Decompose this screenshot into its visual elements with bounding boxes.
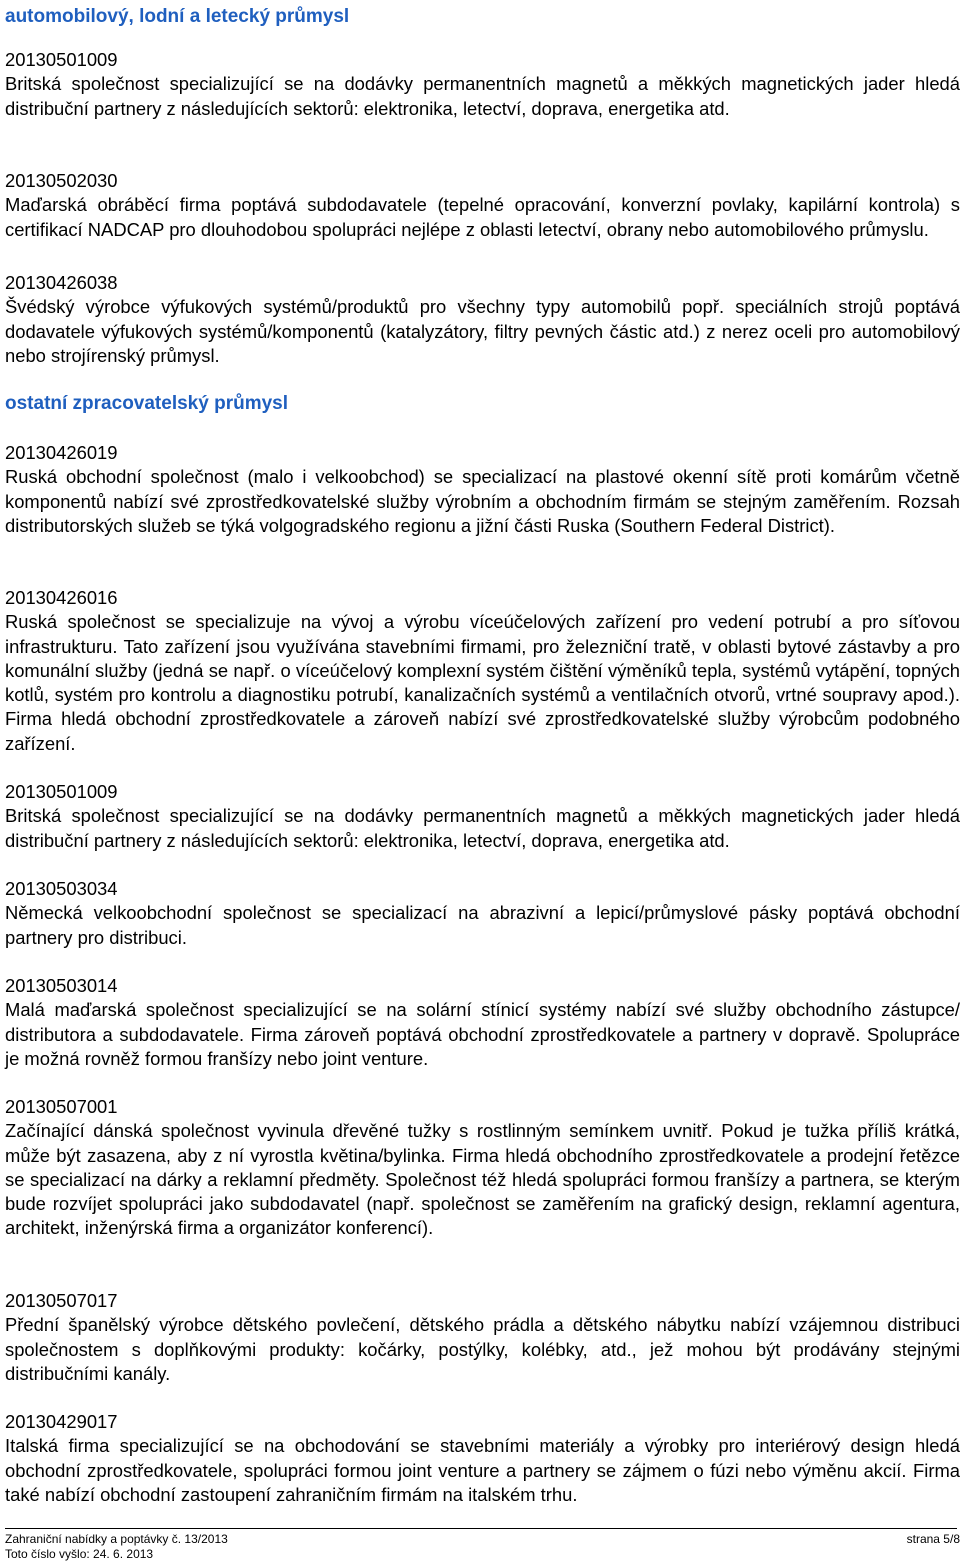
- offer-code: 20130426038: [5, 272, 118, 293]
- offer-code: 20130507017: [5, 1290, 118, 1311]
- offer-entry: [5, 780, 960, 853]
- offer-entry: [5, 586, 960, 756]
- section-title-automotive: automobilový, lodní a letecký průmysl: [5, 6, 350, 27]
- offer-text: Ruská obchodní společnost (malo i velkoobchod) se specializací na plastové okenní sítě proti komárům včetně komponentů nabízí své zprostředkovatelské služby výrobním a obchodním firmám se stejným zaměřením. Rozsah distributorských služeb se týká volgogradského regionu a jižní části Ruska (Southern Federal District).: [5, 466, 960, 536]
- offer-code: 20130426019: [5, 442, 118, 463]
- offer-entry: [5, 48, 960, 121]
- footer-published-date: Toto číslo vyšlo: 24. 6. 2013: [5, 1547, 154, 1561]
- offer-entry: [5, 169, 960, 242]
- offer-entry: [5, 441, 960, 538]
- offer-text: Přední španělský výrobce dětského povlečení, dětského prádla a dětského nábytku nabízí vzájemnou distribuci společnostem s doplňkovými produkty: kočárky, postýlky, kolébky, atd., jež mohou být prodávány stejnými distribučními kanály.: [5, 1314, 960, 1384]
- offer-text: Ruská společnost se specializuje na vývoj a výrobu víceúčelových zařízení pro vedení potrubí a pro síťovou infrastrukturu. Tato zařízení jsou využívána stavebními firmami, pro železniční tratě, v oblasti bytové zástavby a pro komunální služby (jedná se např. o víceúčelový komplexní systém čištění výměníků tepla, systémů vytápění, topných kotlů, systém pro kontrolu a diagnostiku potrubí, kanalizačních systémů a ventilačních otvorů, vrtné soupravy apod.). Firma hledá obchodní zprostředkovatele a zároveň nabízí své zprostředkovatelské služby výrobcům podobného zařízení.: [5, 611, 960, 754]
- offer-text: Britská společnost specializující se na dodávky permanentních magnetů a měkkých magnetických jader hledá distribuční partnery z následujících sektorů: elektronika, letectví, doprava, energetika atd.: [5, 805, 960, 851]
- page-footer: [5, 1532, 960, 1562]
- offer-entry: [5, 974, 960, 1071]
- offer-text: Italská firma specializující se na obchodování se stavebními materiály a výrobky pro interiérový design hledá obchodní zprostředkovatele, spolupráci formou joint venture a partnery se zájmem o fúzi nebo výměnu akcií. Firma také nabízí obchodní zastoupení zahraničním firmám na italském trhu.: [5, 1435, 960, 1505]
- offer-code: 20130503034: [5, 878, 118, 899]
- offer-code: 20130501009: [5, 49, 118, 70]
- offer-entry: [5, 877, 960, 950]
- offer-entry: [5, 271, 960, 368]
- footer-page-number: strana 5/8: [906, 1532, 960, 1546]
- offer-code: 20130502030: [5, 170, 118, 191]
- offer-entry: [5, 1410, 960, 1507]
- offer-text: Malá maďarská společnost specializující se na solární stínicí systémy nabízí své služby obchodního zástupce/ distributora a subdodavatele. Firma zároveň poptává obchodní zprostředkovatele a partnery v dopravě. Spolupráce je možná rovněž formou franšízy nebo joint venture.: [5, 999, 960, 1069]
- offer-code: 20130501009: [5, 781, 118, 802]
- section-title-manufacturing: ostatní zpracovatelský průmysl: [5, 393, 288, 414]
- offer-text: Německá velkoobchodní společnost se specializací na abrazivní a lepicí/průmyslové pásky poptává obchodní partnery pro distribuci.: [5, 902, 960, 948]
- offer-code: 20130507001: [5, 1096, 118, 1117]
- offer-code: 20130426016: [5, 587, 118, 608]
- offer-code: 20130429017: [5, 1411, 118, 1432]
- offer-text: Začínající dánská společnost vyvinula dřevěné tužky s rostlinným semínkem uvnitř. Pokud je tužka příliš krátká, může být zasazena, aby z ní vyrostla květina/bylinka. Firma hledá obchodního zprostředkovatele a prodejní řetězce se specializací na dárky a reklamní předměty. Společnost též hledá spolupráci formou franšízy a partnera, se kterým bude rozvíjet spolupráci jako subdodavatel (např. společnost se zaměřením na grafický design, reklamní agentura, architekt, inženýrská firma a organizátor konferencí).: [5, 1120, 960, 1239]
- offer-entry: [5, 1095, 960, 1241]
- offer-code: 20130503014: [5, 975, 118, 996]
- offer-text: Švédský výrobce výfukových systémů/produktů pro všechny typy automobilů popř. speciálních strojů poptává dodavatele výfukových systémů/komponentů (katalyzátory, filtry pevných částic atd.) z nerez oceli pro automobilový nebo strojírenský průmysl.: [5, 296, 960, 366]
- footer-publication: Zahraniční nabídky a poptávky č. 13/2013: [5, 1532, 228, 1546]
- offer-text: Britská společnost specializující se na dodávky permanentních magnetů a měkkých magnetických jader hledá distribuční partnery z následujících sektorů: elektronika, letectví, doprava, energetika atd.: [5, 73, 960, 119]
- offer-text: Maďarská obráběcí firma poptává subdodavatele (tepelné opracování, konverzní povlaky, kapilární kontrola) s certifikací NADCAP pro dlouhodobou spolupráci nejlépe z oblasti letectví, obrany nebo automobilového průmyslu.: [5, 194, 960, 240]
- offer-entry: [5, 1289, 960, 1386]
- footer-divider: [5, 1528, 957, 1529]
